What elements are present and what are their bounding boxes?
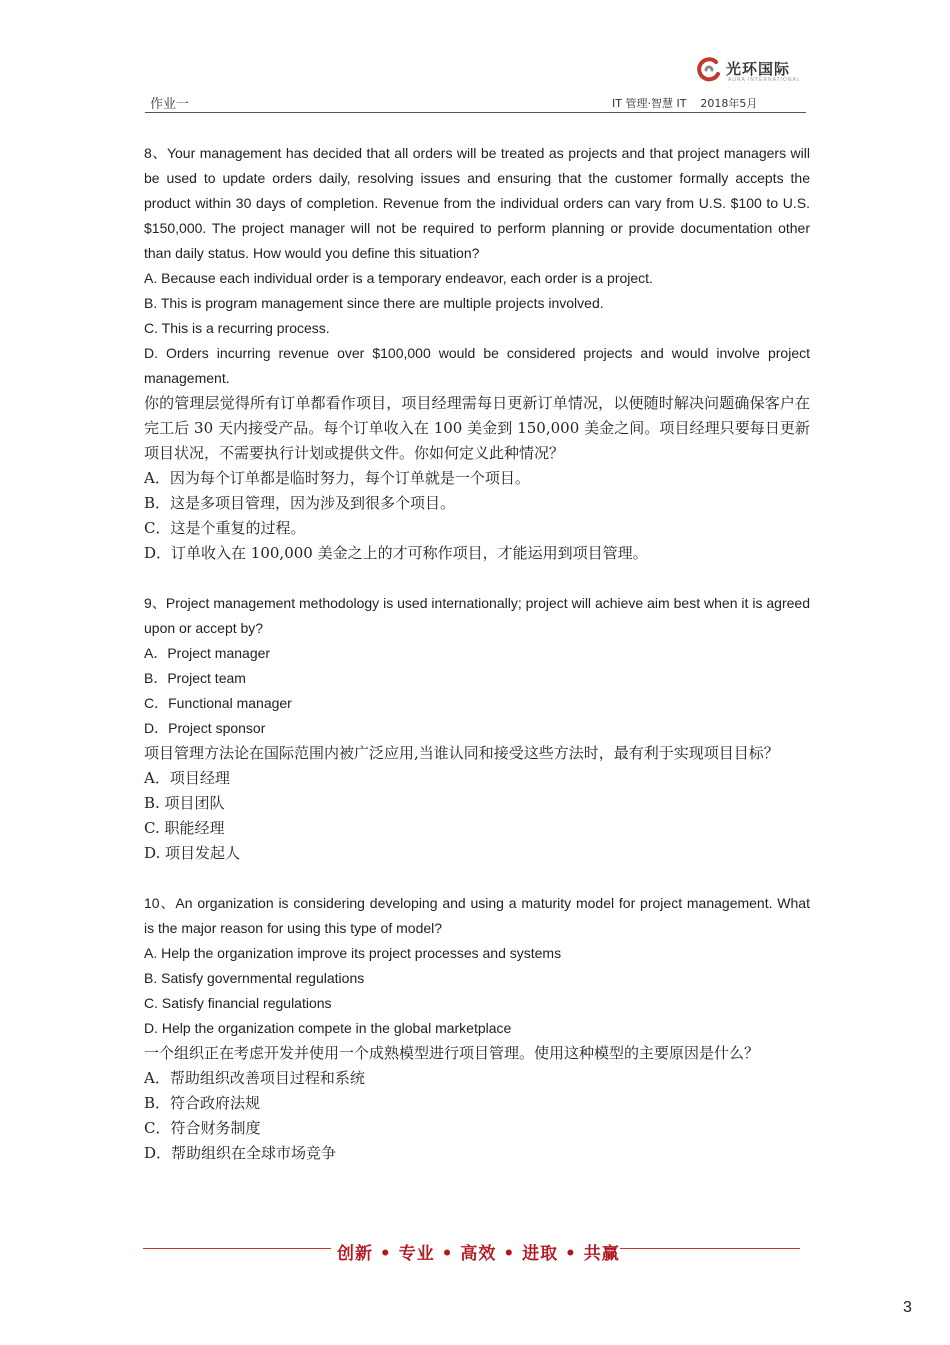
option-en: C．Functional manager — [144, 695, 292, 711]
option-zh: A．帮助组织改善项目过程和系统 — [144, 1069, 365, 1087]
header-info: IT 管理·智慧 IT 2018年5月 — [612, 97, 758, 110]
document-body — [144, 141, 810, 1166]
option-en: C. This is a recurring process. — [144, 320, 330, 336]
option-en: B．Project team — [144, 670, 246, 686]
question-text-en: 9、Project management methodology is used internationally; project will achieve aim best when it is agreed upon or accept by? — [144, 595, 810, 636]
option-en: A. Because each individual order is a temporary endeavor, each order is a project. — [144, 270, 653, 286]
company-logo — [694, 56, 804, 86]
option-en: D．Project sponsor — [144, 720, 266, 736]
question-text-en: 8、Your management has decided that all orders will be treated as projects and that project managers will be used to update orders daily, resolving issues and ensuring that the customer formally accepts the product within 30 days of completion. Revenue from the individual orders can vary from U.S. $100 to U.S. $150,000. The project manager will not be required to perform planning or provide documentation other than daily status. How would you define this situation? — [144, 145, 810, 261]
footer-rule-left — [143, 1248, 331, 1249]
footer-slogan: 创新 • 专业 • 高效 • 进取 • 共赢 — [337, 1244, 620, 1264]
option-zh: C．这是个重复的过程。 — [144, 519, 306, 537]
question-text-zh: 项目管理方法论在国际范围内被广泛应用,当谁认同和接受这些方法时，最有利于实现项目目标？ — [144, 744, 779, 762]
option-zh: A．项目经理 — [144, 769, 230, 787]
logo-swirl-icon — [694, 56, 722, 84]
option-zh: C．符合财务制度 — [144, 1119, 261, 1137]
question-text-zh: 一个组织正在考虑开发并使用一个成熟模型进行项目管理。使用这种模型的主要原因是什么？ — [144, 1044, 760, 1062]
option-en: C. Satisfy financial regulations — [144, 995, 332, 1011]
question-text-en: 10、An organization is considering developing and using a maturity model for project management. What is the major reason for using this type of model? — [144, 895, 810, 936]
question-block — [144, 591, 810, 866]
page-number: 3 — [903, 1299, 912, 1316]
spacer — [144, 866, 810, 891]
option-en: B. This is program management since there are multiple projects involved. — [144, 295, 604, 311]
logo-text: 光环国际 — [726, 60, 791, 78]
option-en: A. Help the organization improve its project processes and systems — [144, 945, 562, 961]
option-zh: D. 项目发起人 — [144, 844, 241, 862]
option-zh: D．帮助组织在全球市场竞争 — [144, 1144, 337, 1162]
option-zh: A．因为每个订单都是临时努力，每个订单就是一个项目。 — [144, 469, 530, 487]
option-en: A．Project manager — [144, 645, 271, 661]
option-zh: B. 项目团队 — [144, 794, 225, 812]
option-zh: D．订单收入在 100,000 美金之上的才可称作项目，才能运用到项目管理。 — [144, 544, 648, 562]
document-title: 作业一 — [150, 97, 190, 112]
option-zh: B．这是多项目管理，因为涉及到很多个项目。 — [144, 494, 456, 512]
question-text-zh: 你的管理层觉得所有订单都看作项目，项目经理需每日更新订单情况，以便随时解决问题确保客户在完工后 30 天内接受产品。每个订单收入在 100 美金到 150,000 美金之间。项目经理只要每日更新项目状况，不需要执行计划或提供文件。你如何定义此种情况？ — [144, 394, 810, 462]
option-zh: C. 职能经理 — [144, 819, 225, 837]
logo-subtitle: AURA INTERNATIONAL — [728, 77, 801, 83]
option-zh: B．符合政府法规 — [144, 1094, 261, 1112]
option-en: D. Help the organization compete in the global marketplace — [144, 1020, 512, 1036]
question-block — [144, 891, 810, 1166]
question-block — [144, 141, 810, 566]
spacer — [144, 566, 810, 591]
option-en: B. Satisfy governmental regulations — [144, 970, 365, 986]
footer-rule-right — [620, 1248, 800, 1249]
header-divider — [145, 112, 806, 113]
option-en: D. Orders incurring revenue over $100,000 would be considered projects and would involve project management. — [144, 345, 810, 386]
